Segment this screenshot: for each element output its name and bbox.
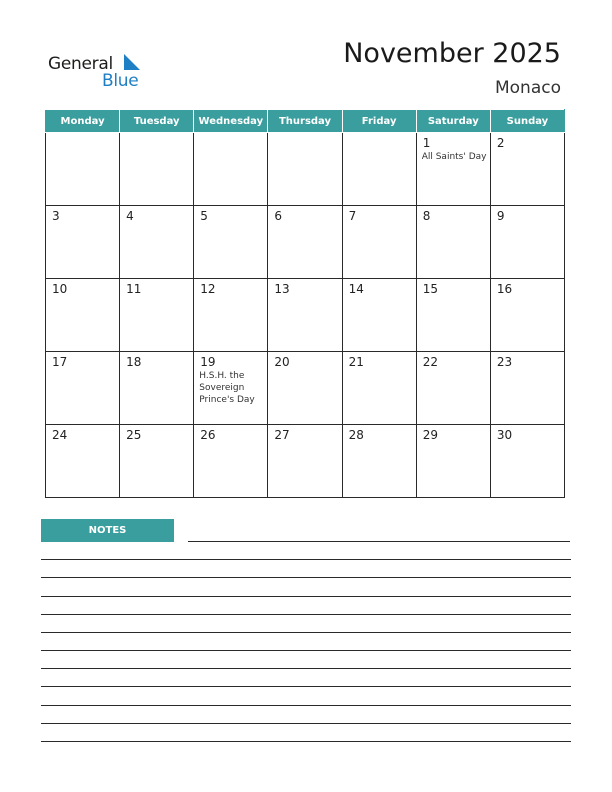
day-number: 21 — [348, 355, 364, 369]
weekday-header: Sunday — [490, 110, 564, 133]
note-line — [41, 577, 571, 578]
day-cell — [490, 279, 564, 352]
day-cell — [268, 425, 342, 498]
day-number: 18 — [126, 355, 142, 369]
day-number: 10 — [52, 282, 68, 296]
weekday-header: Monday — [46, 110, 120, 133]
country-label: Monaco — [494, 78, 561, 98]
day-number: 8 — [422, 209, 431, 223]
day-cell — [120, 206, 194, 279]
logo — [48, 52, 158, 92]
day-cell — [268, 206, 342, 279]
day-cell — [416, 279, 490, 352]
note-line — [41, 668, 571, 669]
day-number: 25 — [126, 428, 142, 442]
day-number: 9 — [496, 209, 505, 223]
day-number: 2 — [496, 136, 505, 150]
day-number: 23 — [496, 355, 513, 369]
day-cell — [416, 425, 490, 498]
day-number: 28 — [348, 428, 364, 442]
note-line — [41, 741, 571, 742]
calendar-grid — [45, 109, 565, 498]
day-cell — [342, 425, 416, 498]
calendar-body — [46, 133, 565, 498]
note-line — [41, 596, 571, 597]
day-cell — [342, 206, 416, 279]
note-line — [41, 650, 571, 651]
day-cell — [416, 133, 490, 206]
weekday-header: Friday — [342, 110, 416, 133]
holiday-label: All Saints' Day — [421, 152, 487, 162]
day-cell — [416, 206, 490, 279]
day-cell — [194, 425, 268, 498]
logo-triangle-icon — [120, 54, 140, 72]
week-row — [46, 206, 565, 279]
day-cell — [194, 133, 268, 206]
day-number: 22 — [422, 355, 438, 369]
note-line — [41, 632, 571, 633]
day-number: 12 — [200, 282, 216, 296]
day-cell — [268, 352, 342, 425]
day-cell — [194, 352, 268, 425]
note-line — [41, 559, 571, 560]
day-number: 16 — [496, 282, 513, 296]
day-cell — [46, 279, 120, 352]
holiday-label: H.S.H. the Sovereign Prince's Day — [199, 371, 255, 405]
day-number: 30 — [496, 428, 513, 442]
page-title: November 2025 — [343, 38, 561, 69]
day-number: 19 — [200, 355, 216, 369]
note-line — [41, 705, 571, 706]
weekday-header: Thursday — [268, 110, 342, 133]
day-cell — [46, 352, 120, 425]
day-cell — [342, 279, 416, 352]
day-number: 15 — [422, 282, 438, 296]
day-number: 14 — [348, 282, 364, 296]
notes-header: NOTES — [41, 519, 174, 542]
weekday-header: Wednesday — [194, 110, 268, 133]
day-cell — [120, 279, 194, 352]
weekday-header: Saturday — [416, 110, 490, 133]
day-cell — [120, 352, 194, 425]
day-cell — [490, 133, 564, 206]
day-cell — [120, 133, 194, 206]
week-row — [46, 425, 565, 498]
weekday-header: Tuesday — [120, 110, 194, 133]
day-number: 24 — [52, 428, 68, 442]
day-number: 3 — [52, 209, 60, 223]
logo-general-text: General — [48, 54, 113, 74]
note-line — [41, 614, 571, 615]
day-cell — [46, 206, 120, 279]
day-cell — [120, 425, 194, 498]
note-line — [41, 686, 571, 687]
weekday-header-row — [46, 110, 565, 133]
week-row — [46, 133, 565, 206]
day-number: 7 — [348, 209, 357, 223]
day-number: 17 — [52, 355, 68, 369]
day-cell — [416, 352, 490, 425]
note-line — [188, 541, 570, 542]
day-number: 26 — [200, 428, 216, 442]
note-line — [41, 723, 571, 724]
day-cell — [342, 352, 416, 425]
logo-blue-text: Blue — [102, 71, 139, 91]
day-number: 11 — [126, 282, 142, 296]
day-number: 13 — [274, 282, 290, 296]
day-number: 4 — [126, 209, 134, 223]
day-number: 5 — [200, 209, 208, 223]
day-cell — [490, 425, 564, 498]
week-row — [46, 352, 565, 425]
day-cell — [490, 206, 564, 279]
day-number: 6 — [274, 209, 283, 223]
day-cell — [342, 133, 416, 206]
day-number: 27 — [274, 428, 290, 442]
day-number: 1 — [422, 136, 431, 150]
day-cell — [46, 425, 120, 498]
day-number: 20 — [274, 355, 290, 369]
day-cell — [194, 279, 268, 352]
day-cell — [194, 206, 268, 279]
day-cell — [46, 133, 120, 206]
day-number: 29 — [422, 428, 438, 442]
day-cell — [268, 133, 342, 206]
day-cell — [268, 279, 342, 352]
week-row — [46, 279, 565, 352]
day-cell — [490, 352, 564, 425]
